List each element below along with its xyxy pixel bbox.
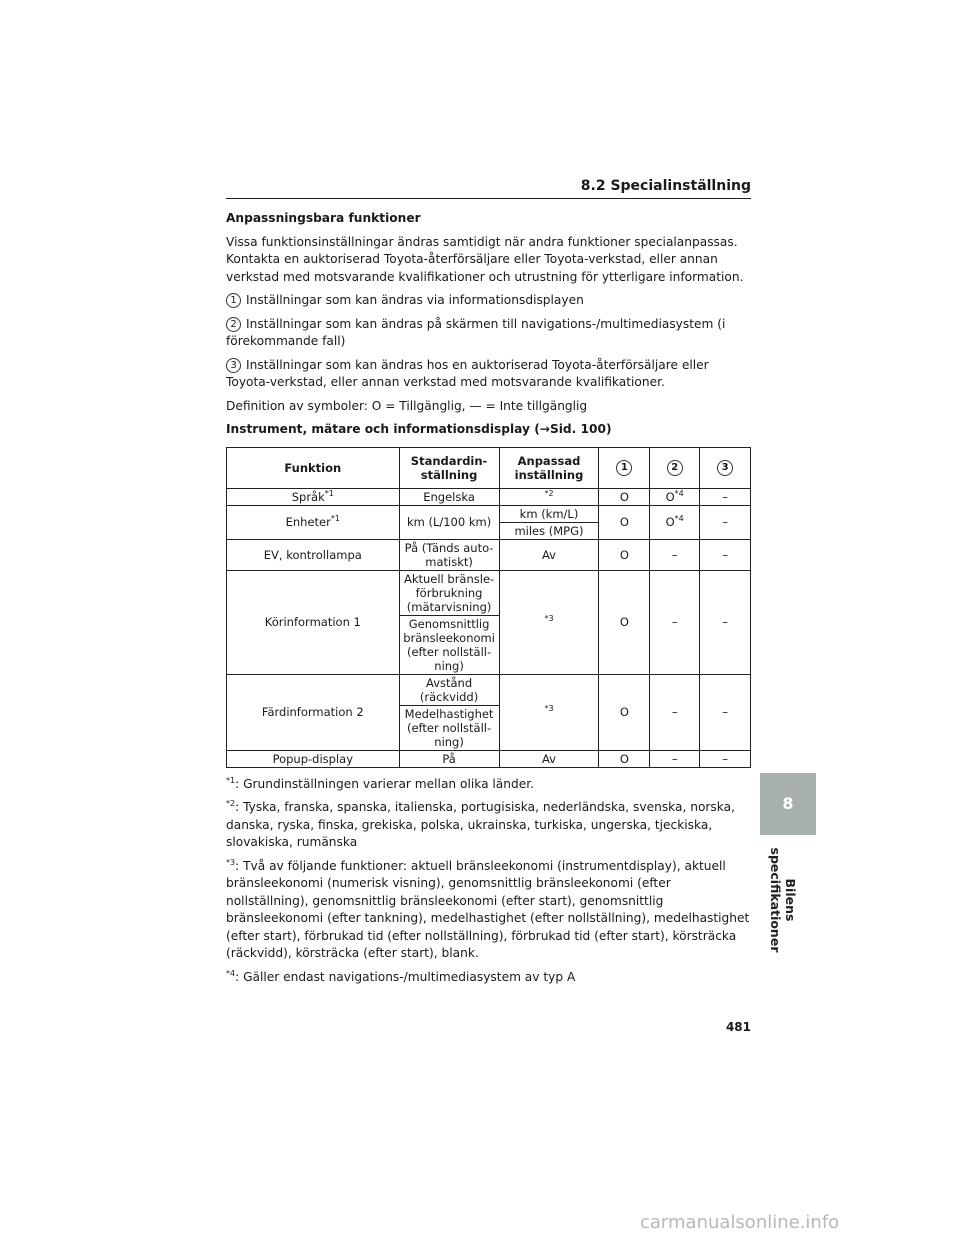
footnote-mark: *3	[544, 704, 554, 714]
table-row	[227, 539, 751, 570]
settings-table	[226, 447, 751, 768]
footnote-mark: *3	[544, 614, 554, 624]
cell-text: O	[665, 515, 675, 529]
cell-text: O	[665, 489, 675, 504]
item-1	[226, 292, 751, 310]
cell-standard: På	[399, 750, 499, 767]
cell-standard: På (Tänds auto-matiskt)	[399, 539, 499, 570]
cell-c2: –	[650, 750, 700, 767]
cell-funktion	[227, 488, 400, 505]
cell-standard: Medelhastighet (efter nollställ-ning)	[399, 705, 499, 750]
cell-anpassad: Av	[499, 750, 599, 767]
footnote-mark: *1	[330, 514, 340, 524]
cell-anpassad	[499, 674, 599, 750]
section-heading: Anpassningsbara funktioner	[226, 211, 421, 225]
table-row	[227, 505, 751, 522]
cell-text: Enheter	[285, 515, 331, 529]
footnote-4	[226, 969, 751, 987]
footnote-mark: *2	[544, 488, 554, 498]
intro-paragraph: Vissa funktionsinställningar ändras samtidigt när andra funktioner specialanpassas. Kontakta en auktoriserad Toyota-återförsäljare eller Toyota-verkstad, eller annan verkstad med motsvarande kvalifikationer och utrustning för ytterligare information.	[226, 234, 744, 284]
cell-text: Språk	[291, 489, 325, 504]
footnote-mark: *4	[674, 488, 684, 498]
number-3-icon: 3	[717, 460, 733, 476]
table-row	[227, 750, 751, 767]
symbol-definition: Definition av symboler: O = Tillgänglig, — = Inte tillgänglig	[226, 398, 588, 413]
cell-funktion	[227, 505, 400, 539]
footnote-mark: *4	[226, 968, 236, 978]
cell-c2: –	[650, 570, 700, 674]
footnote-mark: *3	[226, 857, 236, 867]
cell-c3: –	[700, 505, 751, 539]
footnote-3	[226, 858, 751, 963]
cell-c2: –	[650, 539, 700, 570]
cell-c1: O	[599, 488, 650, 505]
cell-standard: Aktuell bränsle-förbrukning (mätarvisning)	[399, 570, 499, 615]
cell-anpassad	[499, 570, 599, 674]
cell-c3: –	[700, 570, 751, 674]
page-number: 481	[725, 1020, 751, 1034]
number-2-icon: 2	[667, 460, 683, 476]
cell-c1: O	[599, 505, 650, 539]
cell-c2	[650, 488, 700, 505]
footnote-mark: *1	[226, 775, 236, 785]
cell-c2: –	[650, 674, 700, 750]
cell-c3: –	[700, 750, 751, 767]
table-row	[227, 570, 751, 615]
watermark: carmanualsonline.info	[640, 1212, 840, 1233]
footnote-1	[226, 776, 751, 794]
section-header: 8.2 Specialinställning	[226, 178, 751, 199]
cell-standard: Avstånd (räckvidd)	[399, 674, 499, 705]
footnote-mark: *1	[324, 488, 334, 498]
table-row	[227, 488, 751, 505]
table-header-row	[227, 447, 751, 488]
chapter-tab: 8	[760, 773, 816, 835]
number-3-icon: 3	[226, 358, 241, 373]
footnote-text: : Tyska, franska, spanska, italienska, portugisiska, nederländska, svenska, norska, danska, ryska, finska, grekiska, polska, ukrainska, turkiska, ungerska, tjeckiska, slovakiska, rumänska	[226, 800, 735, 849]
footnote-text: : Grundinställningen varierar mellan olika länder.	[235, 776, 535, 791]
cell-c1: O	[599, 674, 650, 750]
item-1-text: Inställningar som kan ändras via informationsdisplayen	[246, 293, 584, 307]
number-1-icon: 1	[616, 460, 632, 476]
table-heading: Instrument, mätare och informationsdisplay (→Sid. 100)	[226, 422, 612, 436]
cell-c2	[650, 505, 700, 539]
number-1-icon: 1	[226, 293, 241, 308]
cell-funktion: Färdinformation 2	[227, 674, 400, 750]
cell-c1: O	[599, 750, 650, 767]
main-content	[226, 210, 751, 992]
cell-c1: O	[599, 539, 650, 570]
table-row	[227, 674, 751, 705]
footnote-text: : Gäller endast navigations-/multimediasystem av typ A	[235, 969, 576, 984]
cell-funktion: Körinformation 1	[227, 570, 400, 674]
cell-funktion: EV, kontrollampa	[227, 539, 400, 570]
cell-c3: –	[700, 674, 751, 750]
footnote-2	[226, 799, 751, 852]
footnote-mark: *2	[226, 798, 236, 808]
header-col-1	[599, 447, 650, 488]
cell-funktion: Popup-display	[227, 750, 400, 767]
header-col-2	[650, 447, 700, 488]
header-funktion: Funktion	[227, 447, 400, 488]
item-2	[226, 316, 751, 351]
cell-c3: –	[700, 539, 751, 570]
cell-standard: Engelska	[399, 488, 499, 505]
cell-anpassad: miles (MPG)	[499, 522, 599, 539]
cell-c3: –	[700, 488, 751, 505]
header-anpassad: Anpassad inställning	[499, 447, 599, 488]
cell-anpassad: km (km/L)	[499, 505, 599, 522]
cell-anpassad: Av	[499, 539, 599, 570]
item-3-text: Inställningar som kan ändras hos en auktoriserad Toyota-återförsäljare eller Toyota-verkstad, eller annan verkstad med motsvarande kvalifikationer.	[226, 357, 709, 389]
cell-c1: O	[599, 570, 650, 674]
footnote-mark: *4	[674, 514, 684, 524]
item-3	[226, 357, 751, 392]
header-col-3	[700, 447, 751, 488]
cell-anpassad	[499, 488, 599, 505]
footnote-text: : Två av följande funktioner: aktuell bränsleekonomi (instrumentdisplay), aktuell bränsleekonomi (numerisk visning), genomsnittlig bränsleekonomi (efter nollställning), genomsnittlig bränsleekonomi (efter start), genomsnittlig bränsleekonomi (efter tankning), medelhastighet (efter nollställning), medelhastighet (efter start), förbrukad tid (efter nollställning), förbrukad tid (efter start), körsträcka (räckvidd), körsträcka (efter start), blank.	[226, 858, 750, 960]
header-standard: Standardin-ställning	[399, 447, 499, 488]
item-2-text: Inställningar som kan ändras på skärmen till navigations-/multimediasystem (i förekommande fall)	[226, 316, 726, 348]
chapter-label: Bilens specifikationer	[768, 847, 798, 953]
cell-standard: Genomsnittlig bränsleekonomi (efter nollställ-ning)	[399, 615, 499, 674]
number-2-icon: 2	[226, 317, 241, 332]
cell-standard: km (L/100 km)	[399, 505, 499, 539]
